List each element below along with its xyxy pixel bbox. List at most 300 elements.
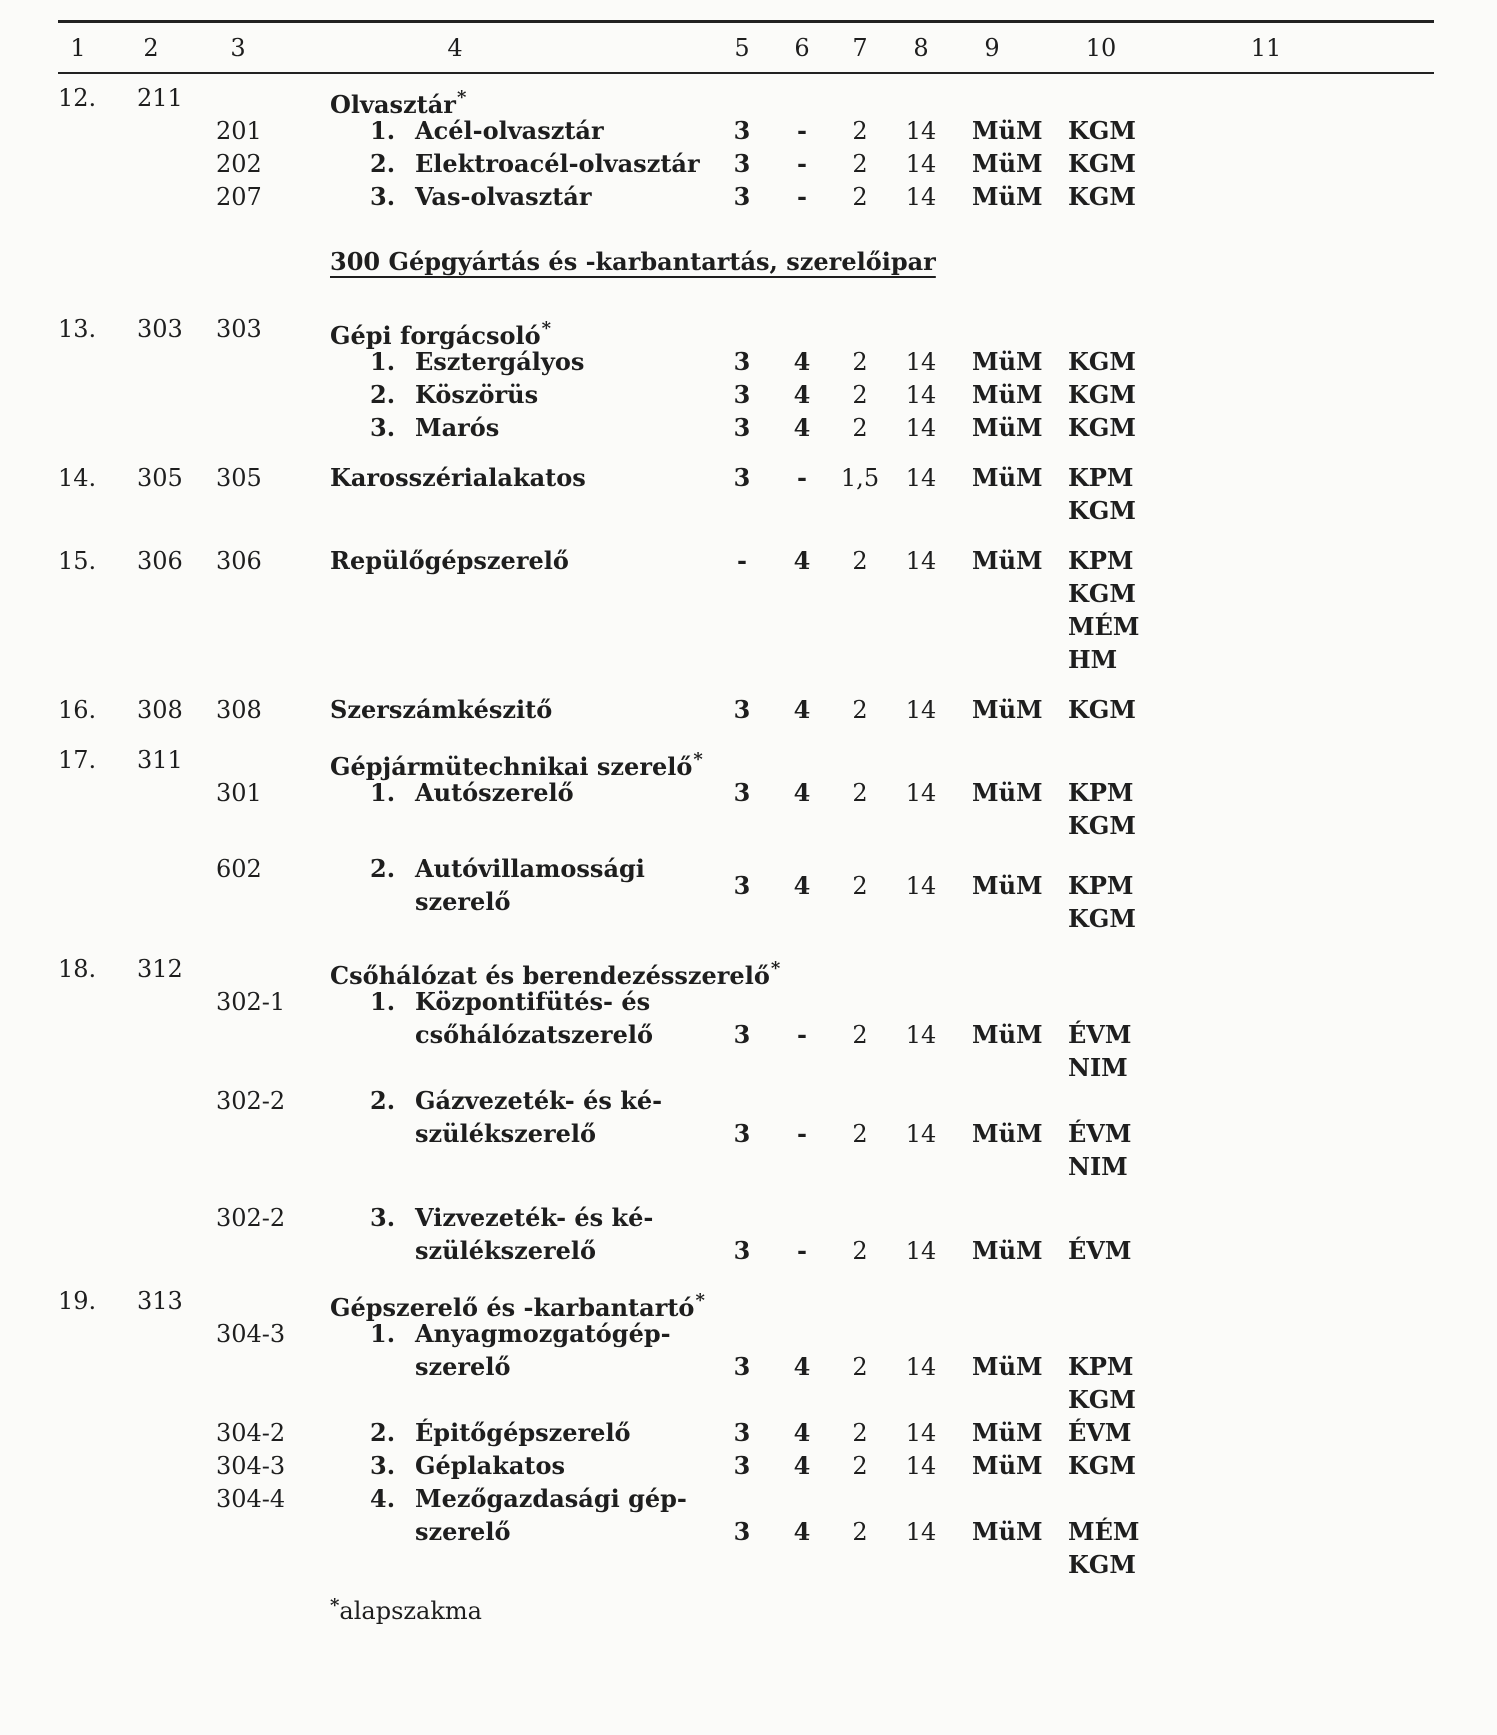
value-col6	[794, 1353, 811, 1381]
value-col8	[906, 1419, 937, 1447]
row-number	[58, 955, 96, 983]
value-col7	[852, 779, 867, 807]
basic-trade-asterisk: *	[693, 749, 703, 770]
cell-text: 16.	[58, 696, 97, 724]
sub-index	[370, 855, 395, 883]
value-col7	[852, 1452, 867, 1480]
ministry-col9	[972, 1518, 1043, 1546]
cell-text: MüM	[972, 778, 1043, 807]
cell-text: 14	[905, 150, 937, 178]
occupation-name	[415, 779, 574, 807]
cell-text: 3	[733, 116, 751, 145]
code-col3	[216, 464, 262, 492]
value-col7	[852, 1518, 867, 1546]
cell-text: Repülőgépszerelő	[330, 546, 569, 575]
cell-text: Autóvillamossági	[415, 854, 645, 883]
cell-text: KPM	[1068, 546, 1134, 575]
value-col8	[906, 1452, 937, 1480]
code-col3	[216, 1087, 285, 1115]
cell-text: NIM	[1068, 1053, 1128, 1082]
cell-text: 2	[852, 117, 868, 145]
cell-text: NIM	[1068, 1152, 1128, 1181]
ministry-col10	[1068, 1054, 1128, 1082]
value-col8	[906, 1021, 937, 1049]
cell-text: 19.	[58, 1287, 97, 1315]
cell-text: 304-3	[216, 1452, 286, 1480]
cell-text: 308	[137, 696, 183, 724]
row-number	[58, 696, 96, 724]
ministry-col10	[1068, 1518, 1139, 1546]
cell-text: Köszörüs	[415, 380, 539, 409]
cell-text: 303	[137, 315, 183, 343]
cell-text: 3	[733, 1418, 751, 1447]
cell-text: MüM	[972, 871, 1043, 900]
sub-index	[370, 1452, 395, 1480]
cell-text: 2	[852, 1353, 868, 1381]
cell-text: 301	[216, 779, 262, 807]
value-col6	[794, 1419, 811, 1447]
sub-index	[370, 1087, 395, 1115]
cell-text: 14	[905, 779, 937, 807]
occupation-name	[330, 547, 569, 575]
cell-text: MüM	[972, 1020, 1043, 1049]
ministry-col10	[1068, 183, 1136, 211]
cell-text: -	[797, 182, 807, 211]
occupation-name	[415, 1237, 596, 1265]
occupation-name	[330, 84, 466, 119]
value-col5	[734, 414, 751, 442]
header-rule	[58, 72, 1434, 74]
column-header-11: 11	[1250, 34, 1282, 62]
cell-text: 3	[733, 1517, 751, 1546]
cell-text: KPM	[1068, 463, 1134, 492]
ministry-col9	[972, 1237, 1043, 1265]
cell-text: 4	[793, 413, 811, 442]
cell-text: 3	[733, 149, 751, 178]
cell-text: MüM	[972, 380, 1043, 409]
code-col3	[216, 779, 262, 807]
cell-text: 14	[905, 348, 937, 376]
cell-text: MüM	[972, 695, 1043, 724]
value-col7	[852, 547, 867, 575]
cell-text: 2.	[370, 1418, 396, 1447]
cell-text: 2	[852, 414, 868, 442]
value-col5	[734, 1419, 751, 1447]
cell-text: KGM	[1068, 347, 1136, 376]
cell-text: 13.	[58, 315, 97, 343]
value-col6	[794, 348, 811, 376]
ministry-col9	[972, 1021, 1043, 1049]
cell-text: MÉM	[1068, 612, 1140, 641]
cell-text: Géplakatos	[415, 1451, 565, 1480]
occupation-name	[415, 348, 584, 376]
cell-text: 1.	[370, 1319, 396, 1348]
cell-text: MüM	[972, 347, 1043, 376]
sub-index	[370, 150, 395, 178]
occupation-name	[330, 315, 551, 350]
ministry-col10	[1068, 117, 1136, 145]
cell-text: Csőhálózat és berendezésszerelő	[330, 961, 770, 990]
cell-text: Gázvezeték- és ké-	[415, 1086, 663, 1115]
column-header-8: 8	[913, 34, 929, 62]
value-col8	[906, 464, 937, 492]
ministry-col9	[972, 779, 1043, 807]
column-header-5: 5	[734, 34, 750, 62]
ministry-col9	[972, 696, 1043, 724]
cell-text: KGM	[1068, 380, 1136, 409]
value-col5	[734, 117, 751, 145]
ministry-col9	[972, 547, 1043, 575]
cell-text: csőhálózatszerelő	[415, 1020, 653, 1049]
value-col5	[734, 696, 751, 724]
ministry-col10	[1068, 547, 1133, 575]
cell-text: 14	[905, 1021, 937, 1049]
ministry-col9	[972, 1419, 1043, 1447]
ministry-col10	[1068, 1353, 1133, 1381]
ministry-col10	[1068, 414, 1136, 442]
cell-text: szülékszerelő	[415, 1119, 597, 1148]
cell-text: 2	[852, 1518, 868, 1546]
occupation-name	[330, 1287, 705, 1322]
occupation-name	[415, 1320, 671, 1348]
cell-text: 602	[216, 855, 262, 883]
cell-text: 207	[216, 183, 262, 211]
code-col3	[216, 1485, 285, 1513]
value-col7	[852, 696, 867, 724]
row-number	[58, 547, 96, 575]
value-col7	[852, 348, 867, 376]
code-col3	[216, 1419, 285, 1447]
sub-index	[370, 779, 395, 807]
cell-text: 2	[852, 1021, 868, 1049]
ministry-col10	[1068, 150, 1136, 178]
cell-text: Elektroacél-olvasztár	[415, 149, 700, 178]
cell-text: MüM	[972, 1119, 1043, 1148]
value-col7	[852, 1419, 867, 1447]
cell-text: 2	[852, 183, 868, 211]
code-col3	[216, 1204, 285, 1232]
ministry-col9	[972, 150, 1043, 178]
footnote-text: alapszakma	[339, 1597, 482, 1625]
cell-text: -	[797, 149, 807, 178]
code-col3	[216, 1320, 285, 1348]
cell-text: 308	[216, 696, 262, 724]
cell-text: MüM	[972, 463, 1043, 492]
cell-text: 14	[905, 1120, 937, 1148]
cell-text: 4	[793, 1418, 811, 1447]
value-col7	[852, 1237, 867, 1265]
cell-text: Autószerelő	[415, 778, 574, 807]
cell-text: 2	[852, 1452, 868, 1480]
value-col5	[734, 1518, 751, 1546]
code-col3	[216, 696, 262, 724]
code-col2	[137, 464, 183, 492]
cell-text: -	[797, 1236, 807, 1265]
column-header-7: 7	[852, 34, 868, 62]
cell-text: 211	[137, 84, 183, 112]
value-col8	[906, 1237, 937, 1265]
cell-text: 2.	[370, 380, 396, 409]
cell-text: 3	[733, 1451, 751, 1480]
occupation-name	[415, 381, 538, 409]
value-col5	[737, 547, 747, 575]
value-col8	[906, 872, 937, 900]
cell-text: 2	[852, 547, 868, 575]
value-col6	[797, 1237, 807, 1265]
value-col6	[797, 1120, 807, 1148]
ministry-col9	[972, 348, 1043, 376]
code-col3	[216, 988, 285, 1016]
value-col7	[852, 872, 867, 900]
occupation-name	[415, 855, 645, 883]
ministry-col10	[1068, 1021, 1131, 1049]
column-header-4: 4	[447, 34, 463, 62]
ministry-col10	[1068, 1120, 1131, 1148]
cell-text: 14	[905, 464, 937, 492]
sub-index	[370, 1204, 395, 1232]
ministry-col10	[1068, 580, 1136, 608]
code-col3	[216, 117, 262, 145]
occupation-name	[415, 1419, 631, 1447]
ministry-col9	[972, 183, 1043, 211]
cell-text: -	[737, 546, 747, 575]
ministry-col10	[1068, 1153, 1128, 1181]
cell-text: 2	[852, 872, 868, 900]
value-col8	[906, 414, 937, 442]
ministry-col10	[1068, 812, 1136, 840]
cell-text: Gépszerelő és -karbantartó	[330, 1293, 695, 1322]
ministry-col9	[972, 117, 1043, 145]
value-col8	[906, 1353, 937, 1381]
cell-text: 302-2	[216, 1204, 286, 1232]
cell-text: KGM	[1068, 149, 1136, 178]
value-col7	[852, 1353, 867, 1381]
ministry-col10	[1068, 1551, 1136, 1579]
cell-text: 2	[852, 1237, 868, 1265]
cell-text: KGM	[1068, 904, 1136, 933]
cell-text: 3	[733, 695, 751, 724]
value-col8	[906, 381, 937, 409]
sub-index	[370, 1419, 395, 1447]
ministry-col9	[972, 414, 1043, 442]
column-header-1: 1	[70, 34, 86, 62]
ministry-col10	[1068, 696, 1136, 724]
cell-text: 311	[137, 746, 183, 774]
code-col3	[216, 150, 262, 178]
cell-text: KPM	[1068, 871, 1134, 900]
cell-text: 12.	[58, 84, 97, 112]
value-col6	[794, 779, 811, 807]
cell-text: 1.	[370, 987, 396, 1016]
cell-text: 3.	[370, 413, 396, 442]
value-col6	[797, 1021, 807, 1049]
cell-text: 2	[852, 1419, 868, 1447]
cell-text: 14	[905, 1518, 937, 1546]
cell-text: 201	[216, 117, 262, 145]
cell-text: 4	[793, 546, 811, 575]
column-header-10: 10	[1085, 34, 1117, 62]
occupation-name	[330, 746, 703, 781]
cell-text: 4	[793, 778, 811, 807]
cell-text: 2	[852, 779, 868, 807]
cell-text: 2.	[370, 1086, 396, 1115]
cell-text: Acél-olvasztár	[415, 116, 604, 145]
basic-trade-asterisk: *	[541, 318, 552, 339]
cell-text: MüM	[972, 1352, 1043, 1381]
ministry-col10	[1068, 905, 1136, 933]
cell-text: KGM	[1068, 1385, 1136, 1414]
cell-text: MüM	[972, 413, 1043, 442]
row-number	[58, 1287, 96, 1315]
value-col7	[852, 1120, 867, 1148]
sub-index	[370, 1485, 395, 1513]
cell-text: -	[797, 1119, 807, 1148]
cell-text: MüM	[972, 182, 1043, 211]
cell-text: 4	[793, 1517, 811, 1546]
cell-text: MüM	[972, 116, 1043, 145]
sub-index	[370, 988, 395, 1016]
occupation-name	[415, 888, 510, 916]
cell-text: Gépjármütechnikai szerelő	[330, 752, 693, 781]
value-col8	[906, 1518, 937, 1546]
cell-text: 4	[793, 1352, 811, 1381]
cell-text: 303	[216, 315, 262, 343]
top-rule	[58, 20, 1434, 23]
cell-text: MüM	[972, 1418, 1043, 1447]
value-col5	[734, 1353, 751, 1381]
code-col3	[216, 547, 262, 575]
value-col6	[794, 696, 811, 724]
code-col3	[216, 183, 262, 211]
cell-text: 17.	[58, 746, 97, 774]
cell-text: 3.	[370, 182, 396, 211]
section-heading	[330, 248, 936, 276]
code-col3	[216, 315, 262, 343]
cell-text: KGM	[1068, 182, 1136, 211]
cell-text: 3	[733, 1236, 751, 1265]
cell-text: 304-2	[216, 1419, 286, 1447]
cell-text: KGM	[1068, 413, 1136, 442]
cell-text: KGM	[1068, 116, 1136, 145]
cell-text: 14	[905, 117, 937, 145]
value-col8	[906, 547, 937, 575]
value-col5	[734, 1120, 751, 1148]
occupation-name	[415, 988, 650, 1016]
value-col7	[852, 150, 867, 178]
value-col6	[794, 547, 811, 575]
cell-text: 3.	[370, 1451, 396, 1480]
cell-text: 14	[905, 414, 937, 442]
value-col8	[906, 696, 937, 724]
column-header-3: 3	[230, 34, 246, 62]
ministry-col10	[1068, 1452, 1136, 1480]
cell-text: 306	[137, 547, 183, 575]
value-col6	[797, 183, 807, 211]
value-col6	[794, 381, 811, 409]
value-col7	[852, 117, 867, 145]
occupation-name	[415, 414, 499, 442]
basic-trade-asterisk: *	[770, 958, 781, 979]
cell-text: 14	[905, 1353, 937, 1381]
cell-text: 3	[733, 778, 751, 807]
cell-text: szerelő	[415, 1517, 511, 1546]
cell-text: KGM	[1068, 695, 1136, 724]
occupation-name	[415, 1120, 596, 1148]
cell-text: 304-3	[216, 1320, 286, 1348]
ministry-col9	[972, 1353, 1043, 1381]
cell-text: 305	[137, 464, 183, 492]
cell-text: 4	[793, 871, 811, 900]
cell-text: -	[797, 116, 807, 145]
value-col7	[841, 464, 879, 492]
cell-text: Vas-olvasztár	[415, 182, 592, 211]
cell-text: 14.	[58, 464, 97, 492]
footnote-asterisk: *	[330, 1595, 340, 1616]
value-col6	[794, 1452, 811, 1480]
code-col2	[137, 696, 183, 724]
cell-text: Esztergályos	[415, 347, 585, 376]
sub-index	[370, 348, 395, 376]
occupation-name	[415, 1518, 510, 1546]
cell-text: 15.	[58, 547, 97, 575]
value-col6	[797, 464, 807, 492]
cell-text: 1.	[370, 778, 396, 807]
occupation-name	[415, 1021, 653, 1049]
cell-text: szerelő	[415, 887, 511, 916]
cell-text: Karosszérialakatos	[330, 463, 586, 492]
cell-text: szerelő	[415, 1352, 511, 1381]
value-col5	[734, 348, 751, 376]
cell-text: 2	[852, 381, 868, 409]
cell-text: 4.	[370, 1484, 396, 1513]
code-col2	[137, 315, 183, 343]
row-number	[58, 746, 96, 774]
basic-trade-asterisk: *	[695, 1290, 705, 1311]
value-col7	[852, 183, 867, 211]
cell-text: 2	[852, 150, 868, 178]
ministry-col9	[972, 1452, 1043, 1480]
value-col5	[734, 150, 751, 178]
value-col6	[794, 414, 811, 442]
cell-text: Olvasztár	[330, 90, 456, 119]
cell-text: 300 Gépgyártás és -karbantartás, szerelőipar	[330, 247, 936, 276]
cell-text: MüM	[972, 1451, 1043, 1480]
occupation-name	[415, 1087, 662, 1115]
occupation-name	[330, 464, 586, 492]
code-col2	[137, 547, 183, 575]
code-col2	[137, 746, 183, 774]
cell-text: MüM	[972, 1236, 1043, 1265]
cell-text: KGM	[1068, 811, 1136, 840]
ministry-col9	[972, 872, 1043, 900]
cell-text: ÉVM	[1068, 1020, 1132, 1049]
value-col8	[906, 1120, 937, 1148]
cell-text: 1,5	[840, 464, 880, 492]
column-header-2: 2	[143, 34, 159, 62]
cell-text: 302-1	[216, 988, 286, 1016]
ministry-col10	[1068, 613, 1139, 641]
value-col5	[734, 381, 751, 409]
cell-text: 3	[733, 347, 751, 376]
value-col5	[734, 1237, 751, 1265]
cell-text: 14	[905, 1419, 937, 1447]
cell-text: MüM	[972, 1517, 1043, 1546]
occupation-name	[415, 117, 604, 145]
occupation-name	[415, 1353, 510, 1381]
cell-text: Központifütés- és	[415, 987, 651, 1016]
cell-text: Gépi forgácsoló	[330, 321, 541, 350]
column-header-6: 6	[794, 34, 810, 62]
